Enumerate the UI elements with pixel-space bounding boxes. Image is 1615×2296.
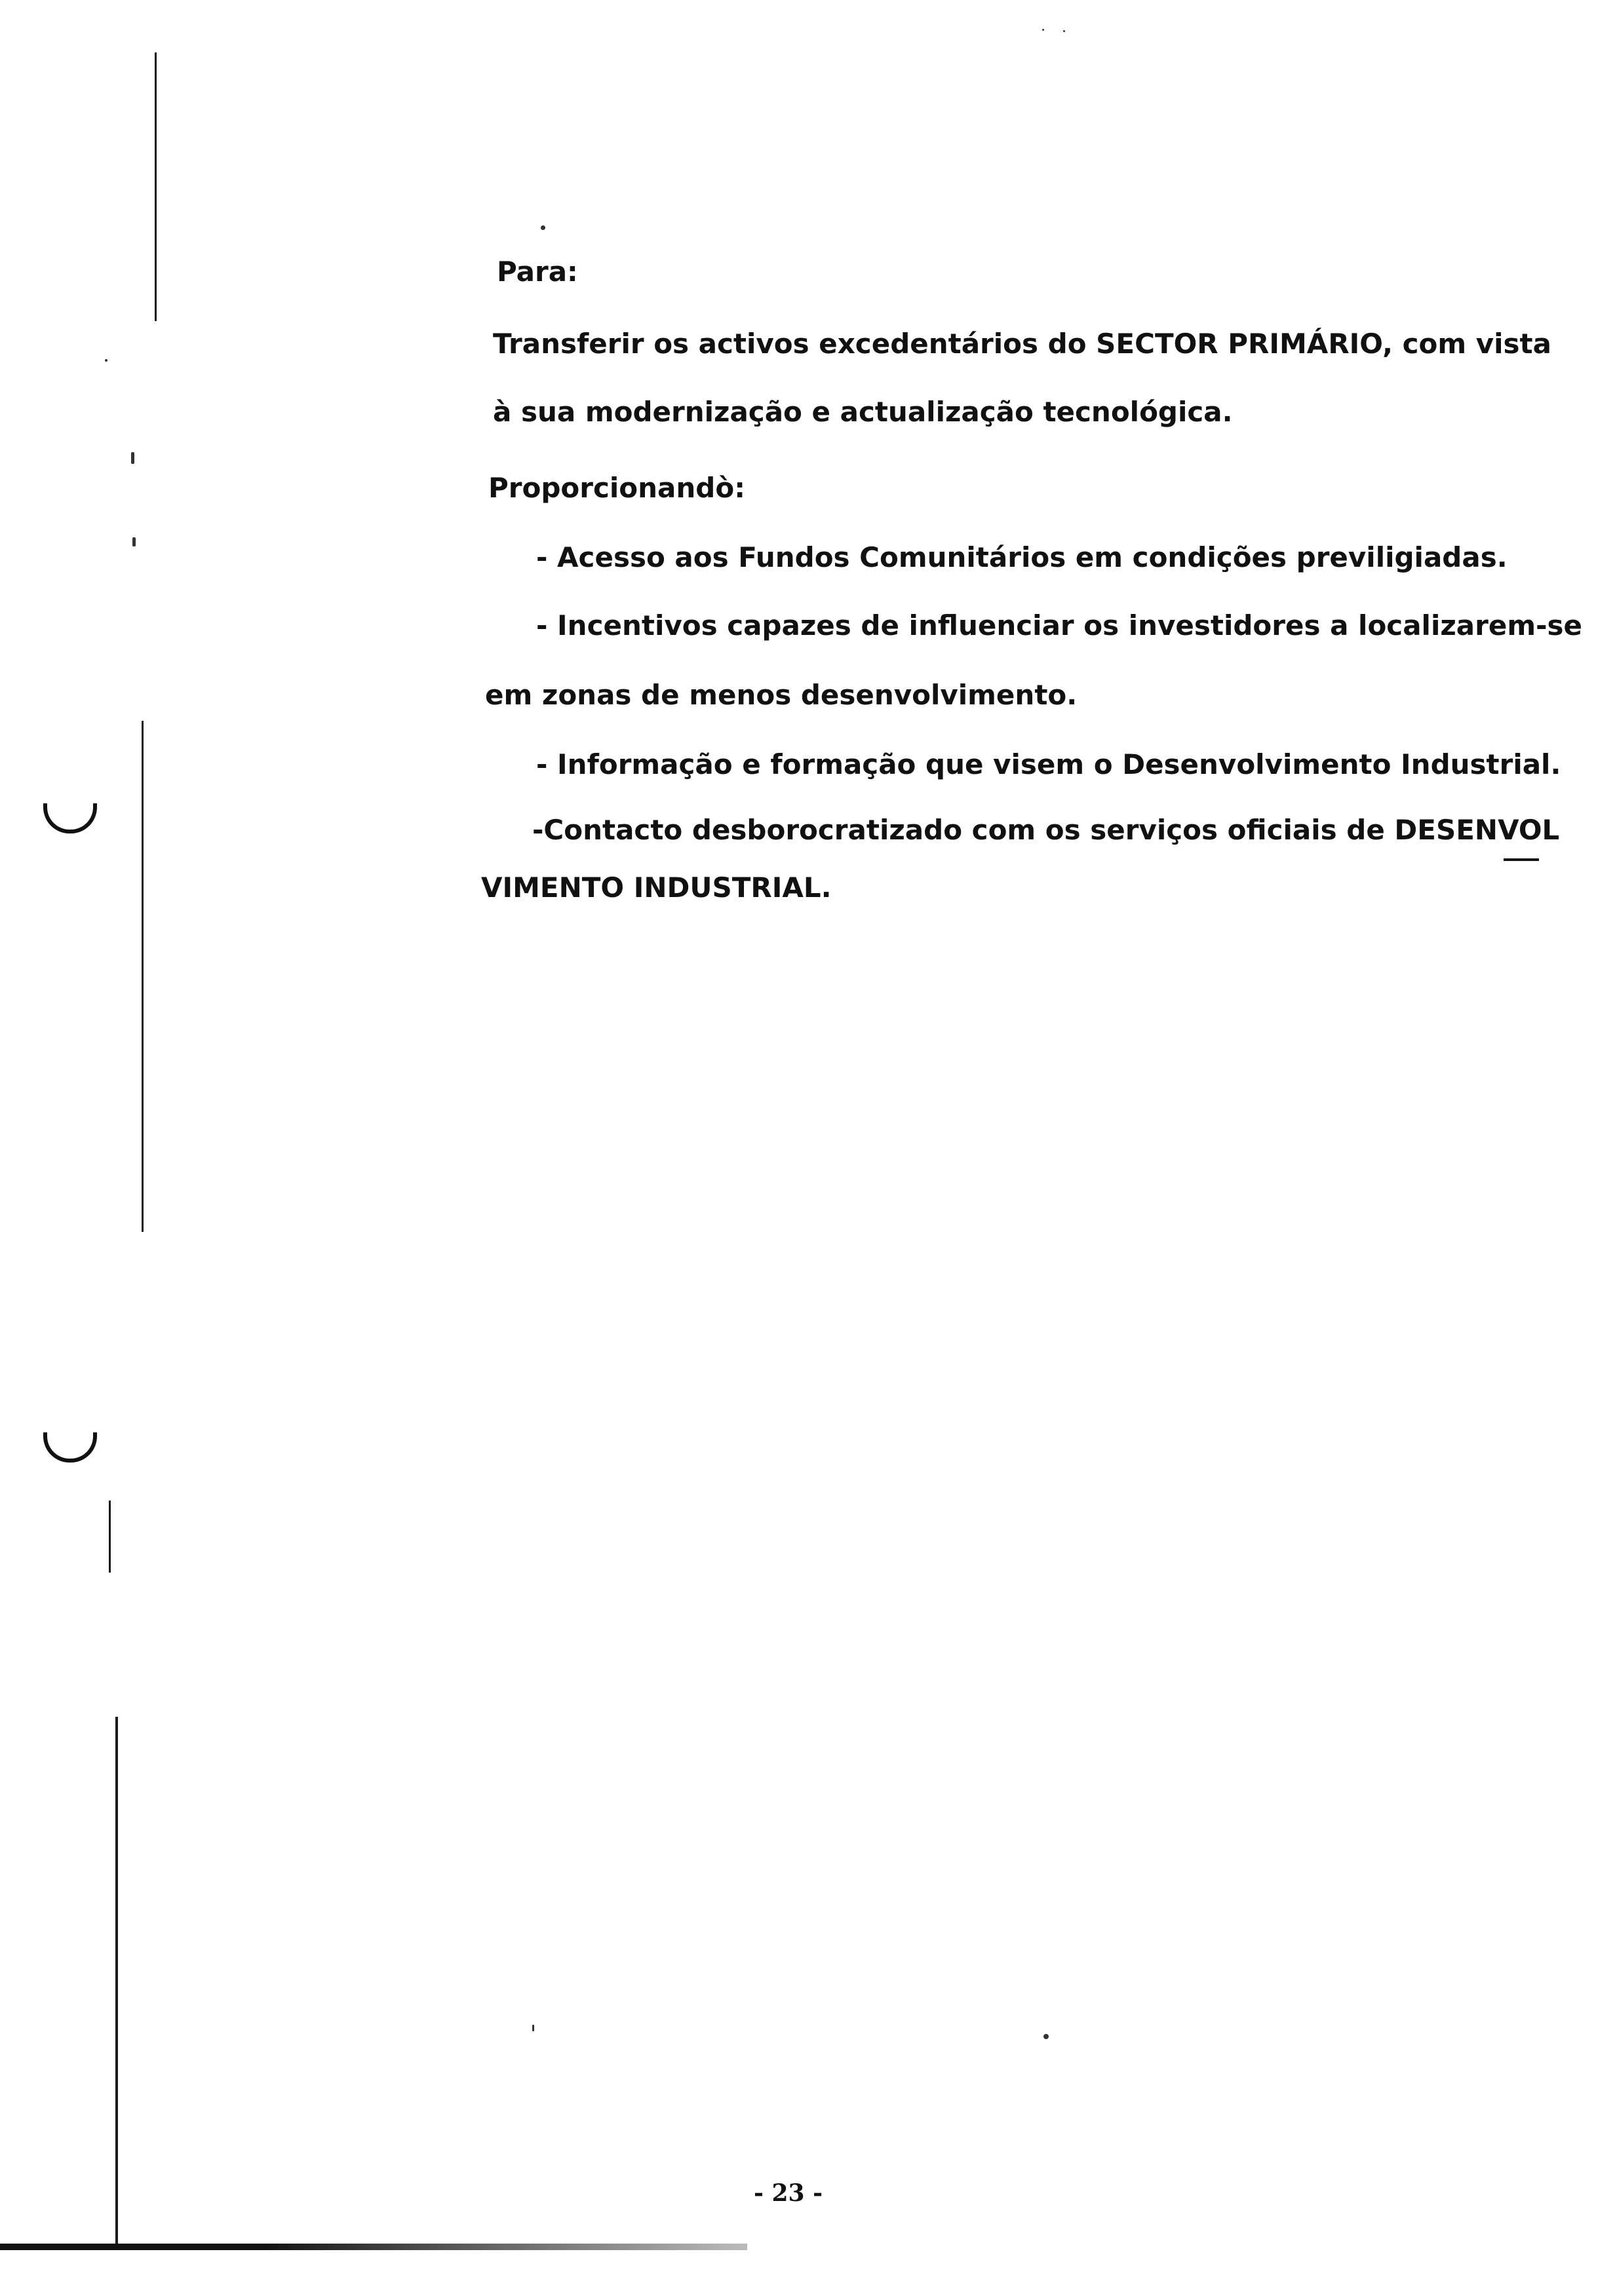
punch-hole-bottom [43, 1432, 97, 1463]
list-item: - Acesso aos Fundos Comunitários em condições previligiadas. [536, 541, 1508, 573]
heading-para: Para: [497, 256, 578, 288]
margin-line-bottom [115, 1717, 118, 2248]
margin-line-middle [142, 721, 144, 1232]
speck [105, 359, 107, 362]
list-item-continuation: em zonas de menos desenvolvimento. [485, 679, 1078, 711]
speck [132, 537, 136, 546]
underline-mark [1504, 858, 1539, 861]
scan-edge-bar [0, 2244, 747, 2250]
punch-hole-top [43, 803, 97, 833]
page-number: - 23 - [754, 2179, 823, 2207]
paragraph-line: Transferir os activos excedentários do SECTOR PRIMÁRIO, com vista [493, 328, 1551, 360]
speck [1043, 2034, 1049, 2039]
margin-line-top [155, 52, 157, 321]
heading-proporcionando: Proporcionandò: [488, 472, 745, 504]
list-item-continuation: VIMENTO INDUSTRIAL. [481, 871, 832, 904]
paragraph-line: à sua modernização e actualização tecnológica. [493, 396, 1233, 428]
list-item: - Incentivos capazes de influenciar os investidores a localizarem-se [536, 609, 1582, 641]
speck [1063, 30, 1065, 32]
list-item: - Informação e formação que visem o Desenvolvimento Industrial. [536, 748, 1561, 780]
speck [1042, 29, 1044, 31]
list-item: -Contacto desborocratizado com os serviços oficiais de DESENVOL [532, 814, 1560, 846]
speck [131, 452, 134, 464]
margin-line-lower [109, 1501, 111, 1573]
speck [532, 2025, 534, 2031]
speck [541, 225, 545, 230]
